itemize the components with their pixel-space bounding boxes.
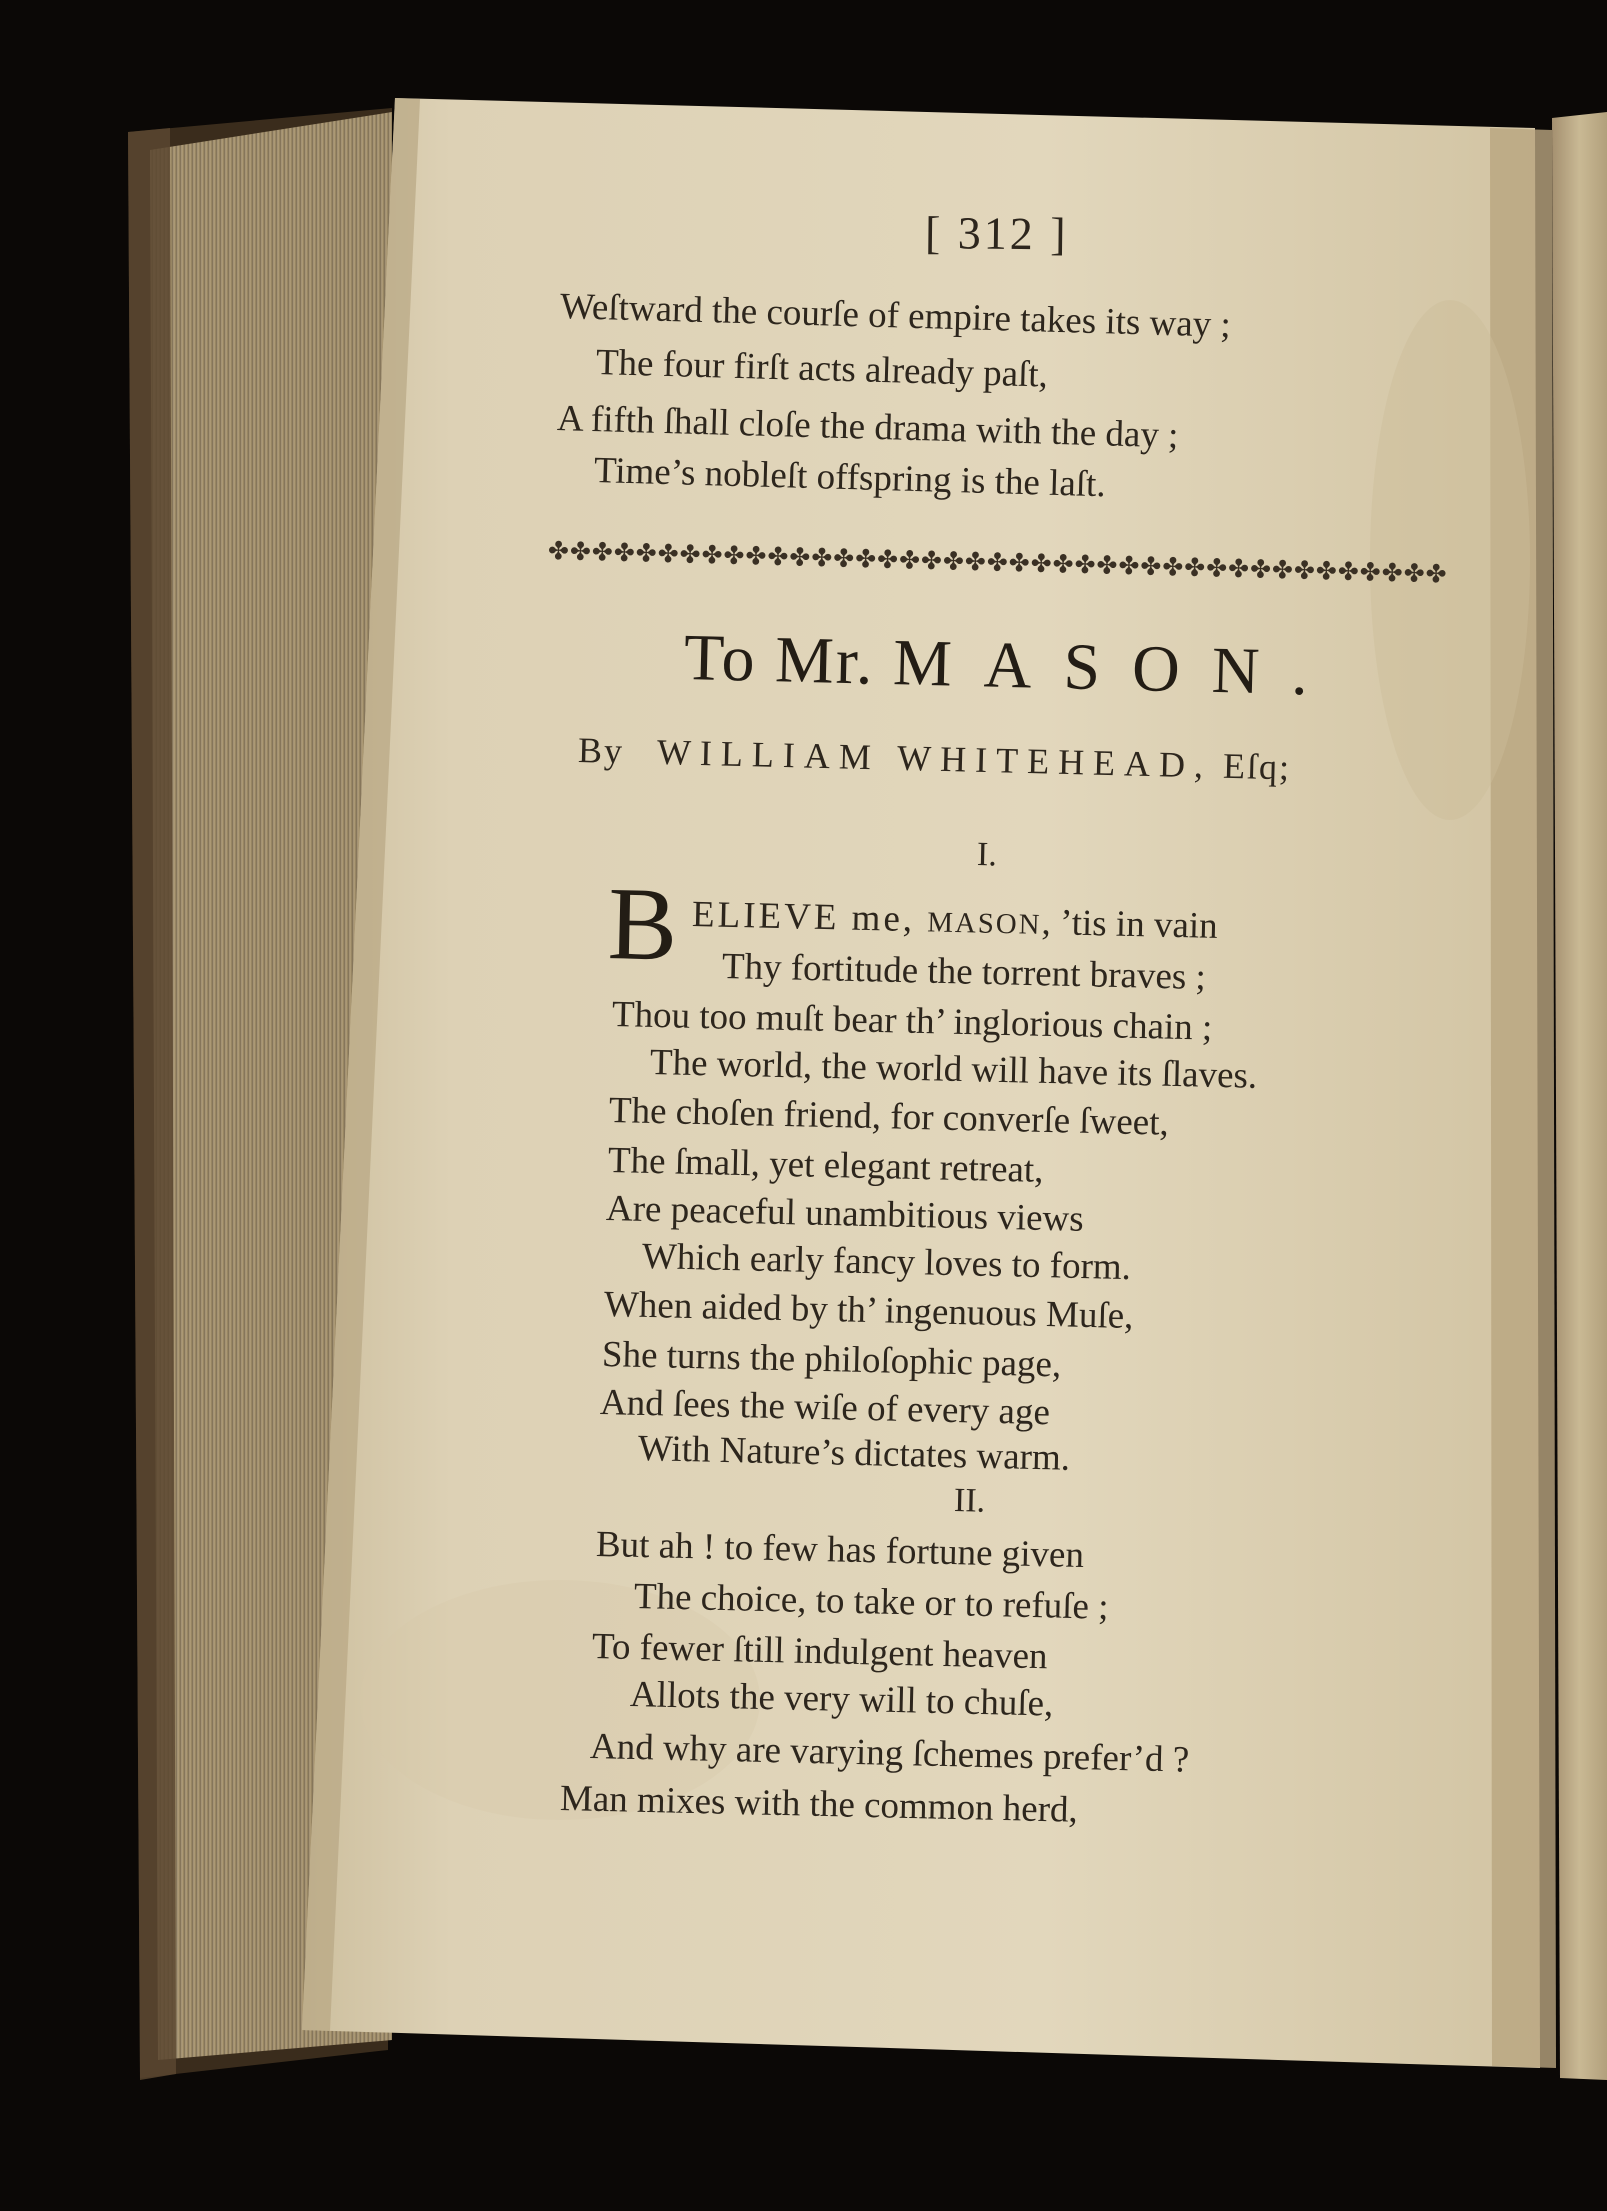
- poem-title: [683, 622, 1341, 710]
- poem-line: Are peaceful unambitious views: [605, 1188, 1085, 1240]
- stanza-line: Weſtward the courſe of empire takes its way ;: [559, 286, 1232, 346]
- poem-line: But ah ! to few has fortune given: [595, 1524, 1085, 1577]
- poem-line: She turns the philoſophic page,: [601, 1334, 1062, 1386]
- poem-line-first: [692, 894, 1219, 950]
- page-number: [ 312 ]: [924, 207, 1069, 260]
- first-line-caps: ELIEVE me,: [691, 894, 928, 941]
- poem-line: Man mixes with the common herd,: [559, 1778, 1079, 1831]
- poem-line: Which early fancy loves to form.: [641, 1236, 1132, 1289]
- byline-author: WILLIAM WHITEHEAD,: [656, 731, 1213, 786]
- poem-line: The choſen friend, for converſe ſweet,: [608, 1090, 1170, 1144]
- byline-by: By: [577, 730, 625, 772]
- poem-line: With Nature’s dictates warm.: [637, 1428, 1071, 1479]
- first-line-end: , ’tis in vain: [1041, 901, 1219, 947]
- title-prefix: To Mr.: [683, 621, 876, 699]
- ornamental-rule: ✤✤✤✤✤✤✤✤✤✤✤✤✤✤✤✤✤✤✤✤✤✤✤✤✤✤✤✤✤✤✤✤✤✤✤✤✤✤✤✤✤: [547, 536, 1448, 589]
- stanza-line: The four firſt acts already paſt,: [595, 342, 1049, 396]
- poem-line: The world, the world will have its ſlaves.: [649, 1042, 1258, 1097]
- title-name: MASON.: [892, 626, 1341, 711]
- poem-line: The ſmall, yet elegant retreat,: [607, 1140, 1044, 1191]
- poem-line: And why are varying ſchemes prefer’d ?: [589, 1726, 1190, 1781]
- poem-line: Allots the very will to chuſe,: [629, 1674, 1054, 1725]
- poem-line: To fewer ſtill indulgent heaven: [591, 1626, 1049, 1678]
- byline: [578, 730, 1292, 787]
- poem-line: Thou too muſt bear th’ inglorious chain ;: [611, 994, 1213, 1049]
- first-line-name: MASON: [926, 906, 1042, 941]
- poem-line: The choice, to take or to refuſe ;: [633, 1576, 1109, 1628]
- poem-line: And ſees the wiſe of every age: [599, 1382, 1051, 1434]
- stanza-line: Time’s nobleſt offspring is the laſt.: [593, 450, 1107, 506]
- byline-suffix: Eſq;: [1222, 745, 1292, 788]
- poem-line: When aided by th’ ingenuous Muſe,: [603, 1284, 1134, 1338]
- poem-line: Thy fortitude the torrent braves ;: [721, 946, 1207, 998]
- drop-cap: B: [606, 866, 679, 983]
- stanza-line: A fifth ſhall cloſe the drama with the day ;: [556, 398, 1179, 457]
- section-numeral: I.: [976, 836, 998, 874]
- section-numeral: II.: [953, 1482, 986, 1520]
